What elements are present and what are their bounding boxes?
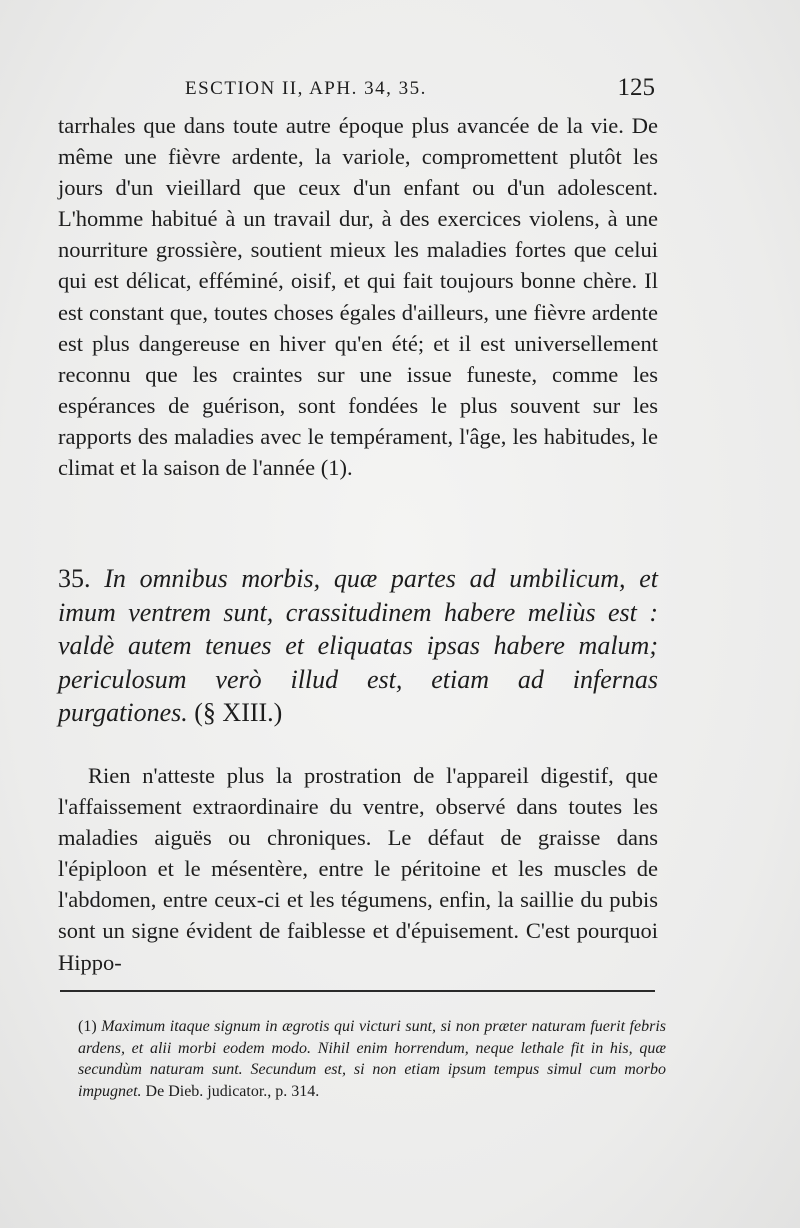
footnote-text: Maximum itaque signum in ægrotis qui victuri sunt, si non præter naturam fuerit febris ardens, et alii morbi eodem modo. Nihil enim horrendum, neque lethale fit in his, quæ secundùm naturam sunt. Secundum est, si non etiam ipsum tempus simul cum morbo impugnet. (78, 1018, 667, 1100)
commentary-paragraph: Rien n'atteste plus la prostration de l'appareil digestif, que l'affaissement extraordinaire du ventre, observé dans toutes les maladies aiguës ou chroniques. Le défaut de graisse dans l'épiploon et le mésentère, entre le péritoine et les muscles de l'abdomen, entre ceux-ci et les tégumens, enfin, la saillie du pubis sont un signe évident de faiblesse et d'épuisement. C'est pourquoi Hippo- (58, 763, 658, 975)
page-number: 125 (617, 74, 655, 101)
footnote-rule (60, 990, 655, 992)
paragraph-continuation: tarrhales que dans toute autre époque plus avancée de la vie. De même une fièvre ardente, la variole, compromettent plutôt les jours d'un vieillard que ceux d'un enfant ou d'un adolescent. L'homme habitué à un travail dur, à des exercices violens, à une nourriture grossière, soutient mieux les maladies fortes que celui qui est délicat, efféminé, oisif, et qui fait toujours bonne chère. Il est constant que, toutes choses égales d'ailleurs, une fièvre ardente est plus dangereuse en hiver qu'en été; et il est universellement reconnu que les craintes sur une issue funeste, comme les espérances de guérison, sont fondées le plus souvent sur les rapports des maladies avec le tempérament, l'âge, les habitudes, le climat et la saison de l'année (1). (58, 113, 658, 481)
aphorism-reference: (§ XIII.) (194, 698, 283, 727)
footnote-source: De Dieb. judicator., p. 314. (145, 1082, 320, 1100)
aphorism-text: In omnibus morbis, quæ partes ad umbilicum, et imum ventrem sunt, crassitudinem habere meliùs est : valdè autem tenues et eliquatas ipsas habere malum; periculosum verò illud est, etiam ad infernas purgationes. (58, 564, 658, 727)
page-header (185, 70, 655, 110)
running-head: ESCTION II, APH. 34, 35. (185, 78, 427, 99)
footnote-marker: (1) (78, 1018, 97, 1035)
aphorism-35 (58, 562, 658, 730)
aphorism-number: 35. (58, 564, 91, 593)
footnote (78, 1016, 666, 1102)
